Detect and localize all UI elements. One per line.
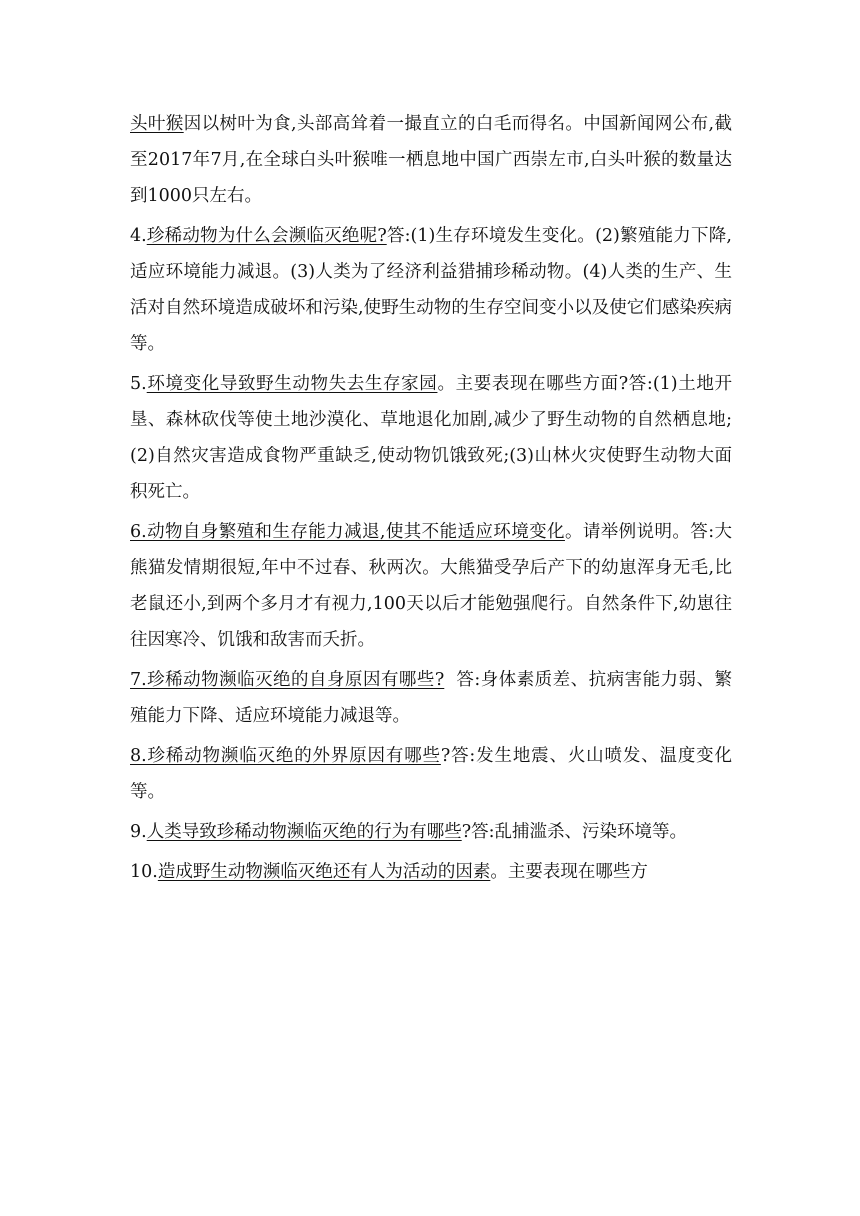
answer-text: 答:身体素质差、抗病害能力弱、繁殖能力下降、适应环境能力减退等。 bbox=[130, 670, 732, 726]
answer-text: ?答:发生地震、火山喷发、温度变化等。 bbox=[130, 746, 732, 802]
question-title: 6.动物自身繁殖和生存能力减退,使其不能适应环境变化 bbox=[130, 522, 565, 542]
answer-text: 。请举例说明。答:大熊猫发情期很短,年中不过春、秋两次。大熊猫受孕后产下的幼崽浑身无毛,比老鼠还小,到两个多月才有视力,100天以后才能勉强爬行。自然条件下,幼崽往往因寒冷、饥饿和敌害而夭折。 bbox=[130, 522, 732, 650]
paragraph-question-7 bbox=[130, 662, 732, 734]
question-number: 4. bbox=[130, 226, 147, 246]
question-title: 人类导致珍稀动物濒临灭绝的行为有哪些 bbox=[146, 822, 462, 842]
paragraph-white-headed-langur bbox=[130, 106, 732, 214]
paragraph-question-10 bbox=[130, 854, 732, 890]
question-title: 8.珍稀动物濒临灭绝的外界原因有哪些 bbox=[130, 746, 441, 766]
paragraph-question-6 bbox=[130, 514, 732, 658]
answer-text: 。主要表现在哪些方面?答:(1)土地开垦、森林砍伐等使土地沙漠化、草地退化加剧,减少了野生动物的自然栖息地;(2)自然灾害造成食物严重缺乏,使动物饥饿致死;(3)山林火灾使野生动物大面积死亡。 bbox=[130, 374, 732, 502]
answer-text: ?答:乱捕滥杀、污染环境等。 bbox=[461, 822, 687, 842]
question-title: 珍稀动物为什么会濒临灭绝呢? bbox=[146, 226, 387, 246]
paragraph-question-8 bbox=[130, 738, 732, 810]
question-number: 10. bbox=[130, 862, 158, 882]
paragraph-question-5 bbox=[130, 366, 732, 510]
paragraph-question-9 bbox=[130, 814, 732, 850]
question-number: 9. bbox=[130, 822, 147, 842]
answer-text: 答:(1)生存环境发生变化。(2)繁殖能力下降,适应环境能力减退。(3)人类为了经济利益猎捕珍稀动物。(4)人类的生产、生活对自然环境造成破坏和污染,使野生动物的生存空间变小以及使它们感染疾病等。 bbox=[130, 226, 732, 354]
question-title: 7.珍稀动物濒临灭绝的自身原因有哪些? bbox=[130, 670, 445, 690]
document-page bbox=[130, 106, 732, 894]
answer-text: 。主要表现在哪些方 bbox=[490, 862, 648, 882]
underlined-term: 头叶猴 bbox=[130, 114, 184, 134]
paragraph-text: 因以树叶为食,头部高耸着一撮直立的白毛而得名。中国新闻网公布,截至2017年7月,在全球白头叶猴唯一栖息地中国广西崇左市,白头叶猴的数量达到1000只左右。 bbox=[130, 114, 733, 206]
question-title: 造成野生动物濒临灭绝还有人为活动的因素 bbox=[157, 862, 491, 882]
question-title: 环境变化导致野生动物失去生存家园 bbox=[146, 374, 438, 394]
question-number: 5. bbox=[130, 374, 147, 394]
paragraph-question-4 bbox=[130, 218, 732, 362]
